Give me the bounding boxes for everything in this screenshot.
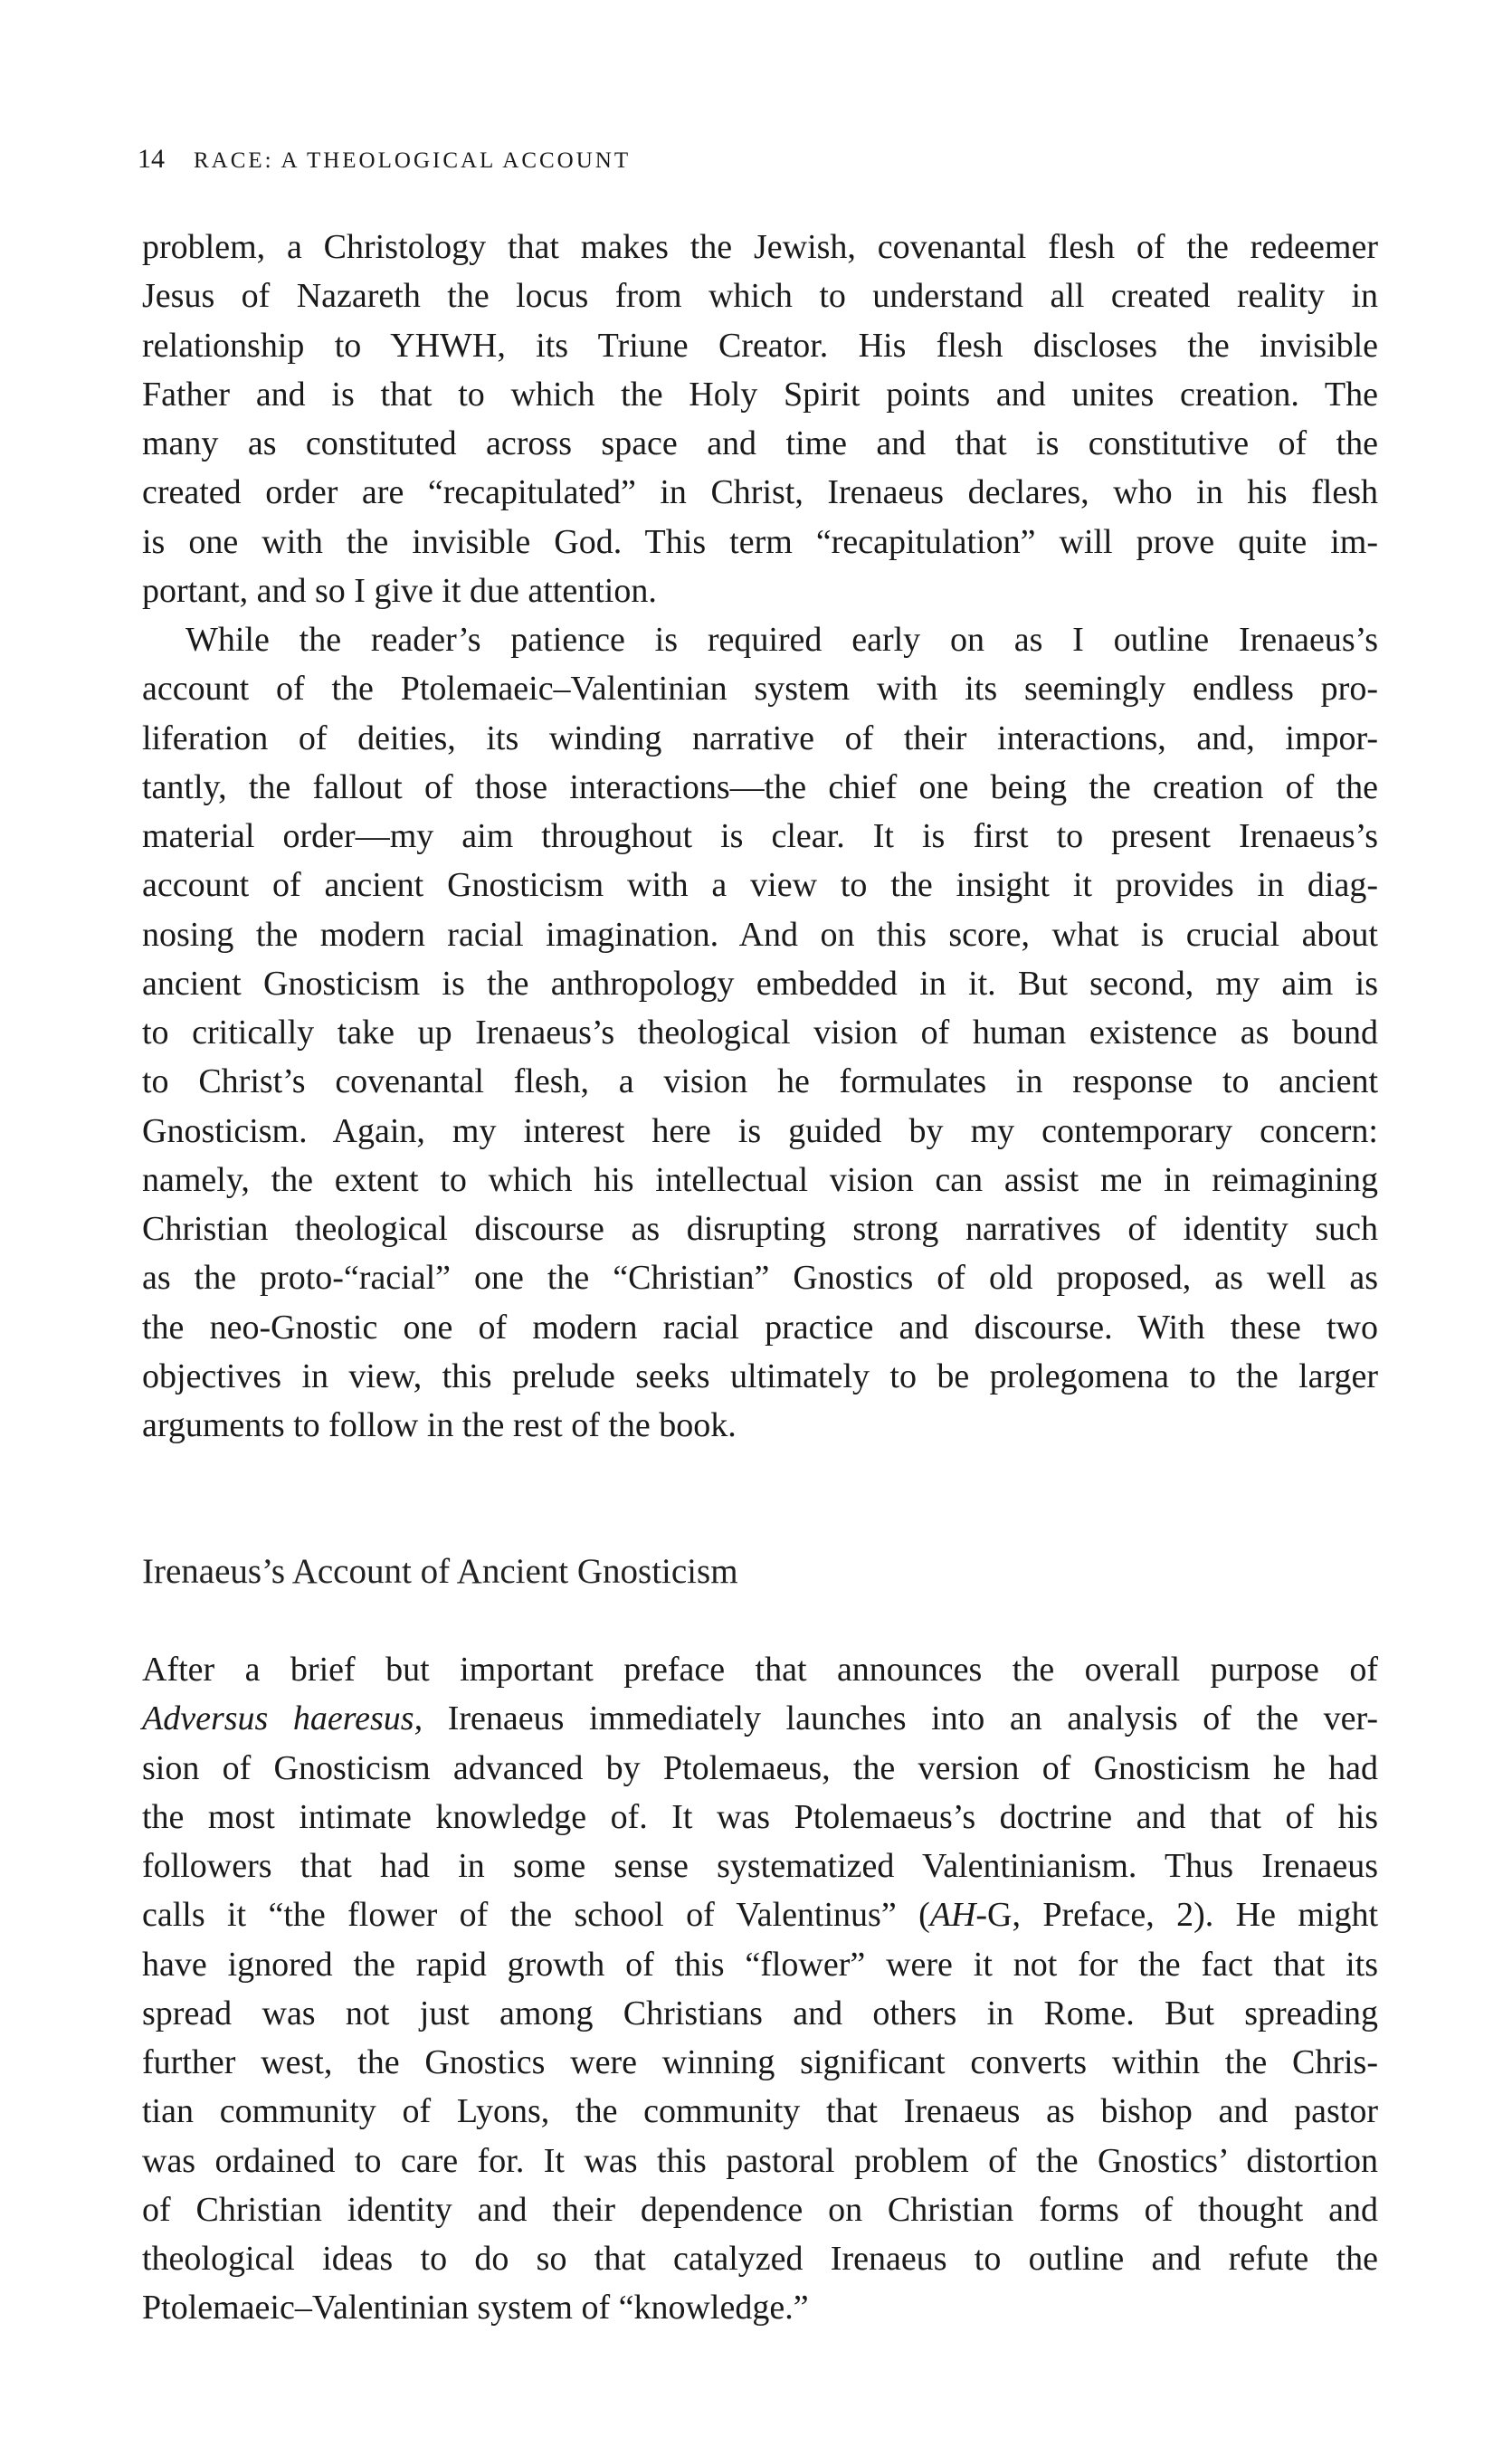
text-line: tian community of Lyons, the community that Irenaeus as bishop and pastor: [142, 2092, 1378, 2131]
text-line: have ignored the rapid growth of this “flower” were it not for the fact that its: [142, 1945, 1378, 1984]
text-line: Ptolemaeic–Valentinian system of “knowledge.”: [142, 2289, 809, 2327]
text-line: is one with the invisible God. This term “recapitulation” will prove quite im-: [142, 522, 1378, 561]
text-line: to critically take up Irenaeus’s theological vision of human existence as bound: [142, 1014, 1378, 1052]
text-line: material order—my aim throughout is clear. It is first to present Irenaeus’s: [142, 817, 1378, 855]
text-span: calls it “the flower of the school of Valentinus” (: [142, 1896, 930, 1935]
text-line: nosing the modern racial imagination. And on this score, what is crucial about: [142, 915, 1378, 954]
text-line: Father and is that to which the Holy Spirit points and unites creation. The: [142, 375, 1378, 414]
text-line: [142, 1694, 1378, 1743]
section-heading: Irenaeus’s Account of Ancient Gnosticism: [142, 1552, 738, 1591]
text-line: followers that had in some sense systematized Valentinianism. Thus Irenaeus: [142, 1847, 1378, 1885]
text-line: the most intimate knowledge of. It was Ptolemaeus’s doctrine and that of his: [142, 1797, 1378, 1836]
text-line: sion of Gnosticism advanced by Ptolemaeus, the version of Gnosticism he had: [142, 1748, 1378, 1787]
text-line: While the reader’s patience is required early on as I outline Irenaeus’s: [185, 621, 1378, 659]
text-line: problem, a Christology that makes the Jewish, covenantal flesh of the redeemer: [142, 228, 1378, 266]
text-line: created order are “recapitulated” in Christ, Irenaeus declares, who in his flesh: [142, 473, 1378, 512]
text-line: ancient Gnosticism is the anthropology embedded in it. But second, my aim is: [142, 964, 1378, 1003]
text-line: arguments to follow in the rest of the book.: [142, 1406, 737, 1444]
text-line: many as constituted across space and time and that is constitutive of the: [142, 424, 1378, 462]
text-line: [142, 1890, 1378, 1939]
paragraph: [142, 615, 1378, 1450]
text-line: spread was not just among Christians and others in Rome. But spreading: [142, 1994, 1378, 2032]
text-line: of Christian identity and their dependence on Christian forms of thought and: [142, 2190, 1378, 2229]
body-text-top: [142, 223, 1378, 1450]
running-head-title: RACE: A THEOLOGICAL ACCOUNT: [194, 148, 632, 173]
text-line: liferation of deities, its winding narrative of their interactions, and, impor-: [142, 719, 1378, 757]
page-number: 14: [138, 144, 165, 174]
text-line: as the proto-“racial” one the “Christian” Gnostics of old proposed, as well as: [142, 1259, 1378, 1298]
body-text-bottom: [142, 1645, 1378, 2333]
text-line: was ordained to care for. It was this pastoral problem of the Gnostics’ distortion: [142, 2141, 1378, 2180]
text-line: Christian theological discourse as disrupting strong narratives of identity such: [142, 1210, 1378, 1248]
text-line: relationship to YHWH, its Triune Creator. His flesh discloses the invisible: [142, 326, 1378, 365]
text-span: -G, Preface, 2). He might: [975, 1896, 1379, 1935]
running-head: [138, 141, 631, 179]
text-line: Jesus of Nazareth the locus from which to understand all created reality in: [142, 277, 1378, 316]
text-line: further west, the Gnostics were winning significant converts within the Chris-: [142, 2043, 1378, 2081]
italic-text: Adversus haeresus,: [142, 1699, 423, 1738]
text-line: portant, and so I give it due attention.: [142, 571, 657, 610]
text-line: account of ancient Gnosticism with a view to the insight it provides in diag-: [142, 866, 1378, 905]
text-line: tantly, the fallout of those interactions—the chief one being the creation of the: [142, 767, 1378, 806]
paragraph: [142, 1645, 1378, 2333]
text-line: After a brief but important preface that announces the overall purpose of: [142, 1651, 1378, 1689]
text-span: Irenaeus immediately launches into an analysis of the ver-: [423, 1699, 1379, 1738]
text-line: account of the Ptolemaeic–Valentinian system with its seemingly endless pro-: [142, 670, 1378, 709]
text-line: the neo-Gnostic one of modern racial practice and discourse. With these two: [142, 1308, 1378, 1347]
paragraph: [142, 223, 1378, 615]
text-line: namely, the extent to which his intellectual vision can assist me in reimagining: [142, 1160, 1378, 1199]
text-line: to Christ’s covenantal flesh, a vision he formulates in response to ancient: [142, 1062, 1378, 1101]
text-line: theological ideas to do so that catalyzed Irenaeus to outline and refute the: [142, 2240, 1378, 2278]
text-line: Gnosticism. Again, my interest here is guided by my contemporary concern:: [142, 1111, 1378, 1150]
text-line: objectives in view, this prelude seeks ultimately to be prolegomena to the larger: [142, 1357, 1378, 1395]
italic-text: AH: [929, 1896, 976, 1935]
